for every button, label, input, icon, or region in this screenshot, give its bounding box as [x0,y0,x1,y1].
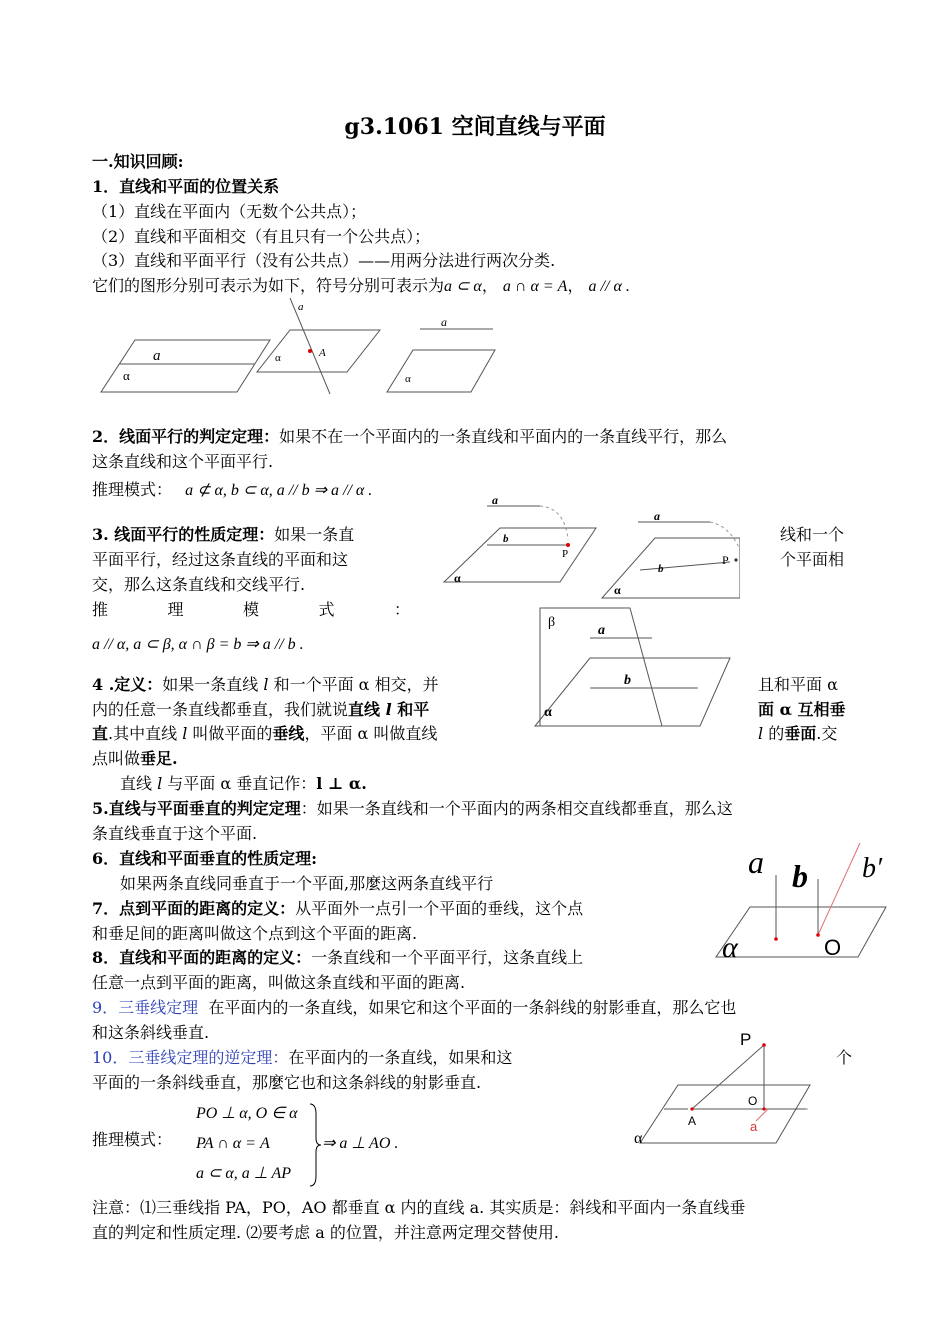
s7-text2: 和垂足间的距离叫做这个点到这个平面的距离. [92,924,418,943]
s1-heading: 1．直线和平面的位置关系 [92,177,280,196]
s4-l: l [263,675,269,694]
s4-line3e: ，平面 α 叫做直线 [304,724,438,743]
fig2-label-A: A [319,347,326,359]
figB-label-a: a [654,509,660,523]
s1-figures [95,298,515,398]
s10-result: ⇒ a ⊥ AO . [322,1135,399,1152]
s3-text2: 平面平行，经过这条直线的平面和这 [92,550,349,569]
s4-line3f: 的 [763,724,785,743]
s6-text: 如果两条直线同垂直于一个平面,那麼这两条直线平行 [120,874,494,893]
note-line1: 注意：⑴三垂线指 PA，PO，AO 都垂直 α 内的直线 a. 其实质是：斜线和平面内一条直线垂 [92,1198,746,1217]
s6-fig-label-b2: b′ [862,853,883,884]
fig2-label-alpha: α [275,352,281,364]
s4-line3h: .交 [816,724,838,743]
s4-line1a: 如果一条直线 [162,675,264,694]
s10-fig-label-a: a [750,1119,758,1134]
s3-infer-c2: 理 [167,600,184,619]
s7-text1: 从平面外一点引一个平面的垂线，这个点 [295,899,584,918]
s1-sym3: a // α . [588,278,630,295]
s2-infer [92,478,372,503]
s4-line4a: 点叫做 [92,749,141,768]
s8-heading: 8．直线和平面的距离的定义： [92,948,312,967]
s4-l3: l [182,724,188,743]
figC-label-b: b [624,673,631,688]
s3-infer-c4: 式 [318,600,335,619]
s10-line1 [92,1046,512,1070]
s4-l4: l [758,724,764,743]
s3-text1: 如果一条直 [274,525,355,544]
s2-infer-label: 推理模式： [92,480,173,499]
fig-line-parallel-plane [387,315,495,392]
s3-infer-c1: 推 [92,600,109,619]
s4-line3-right [758,722,837,746]
figA-label-a: a [492,493,498,507]
s1-item3: （3）直线和平面平行（没有公共点）——用两分法进行两次分类. [92,251,556,270]
fig-parallel-property-a [444,493,596,585]
fig2-label-a: a [298,301,304,313]
s10-infer-label: 推理模式： [92,1130,173,1149]
s10-f1: PO ⊥ α, O ∈ α [196,1105,298,1122]
s3-text2b: 个平面相 [780,550,845,569]
s4-line3c: 叫做平面的 [187,724,273,743]
s6-fig-label-a: a [748,844,764,880]
s4-line2d: 面 α 互相垂 [758,700,846,719]
figA-label-b: b [503,533,509,545]
s6-fig-label-b: b [792,858,808,894]
s10-figure [630,1025,830,1150]
s9-heading: 9．三垂线定理 [92,998,199,1017]
figB-label-alpha: α [614,583,621,597]
s3-line1 [92,523,354,547]
figB-label-b: b [658,563,664,575]
s10-brace [308,1102,322,1188]
s4-line3d: 垂线 [272,724,305,743]
s4-note [120,772,367,796]
s4-l2: l [385,700,392,719]
s2-formula: a ⊄ α, b ⊂ α, a // b ⇒ a // α . [185,482,373,499]
s4-note-c: l ⊥ α. [316,774,367,793]
s4-line3b: .其中直线 [108,724,183,743]
s2-heading: 2．线面平行的判定定理： [92,427,280,446]
s5-line1 [92,797,733,821]
s4-note-a: 直线 [120,774,158,793]
s4-note-b: 与平面 α 垂直记作： [162,774,317,793]
s1-sym1: a ⊂ α [444,278,482,295]
s1-summary: 它们的图形分别可表示为如下，符号分别可表示为a ⊂ α， a ∩ α = A， a // α . [92,276,630,295]
s10-text1: 在平面内的一条直线，如果和这 [288,1048,513,1067]
note-line2: 直的判定和性质定理. ⑵要考虑 a 的位置，并注意两定理交替使用. [92,1223,559,1242]
s3-infer-c5: ： [393,600,410,619]
s10-fig-label-O: O [748,1094,758,1108]
s3-text1b: 线和一个 [780,525,845,544]
s4-l5: l [157,774,163,793]
s1-sym2: a ∩ α = A [502,278,568,295]
fig1-label-alpha: α [123,368,130,383]
fig3-label-alpha: α [405,373,411,385]
figC-label-beta: β [548,615,556,630]
s7-heading: 7．点到平面的距离的定义： [92,899,296,918]
s2-text2: 这条直线和这个平面平行. [92,452,274,471]
s6-figure [710,835,890,965]
s4-line2b: 直线 [348,700,386,719]
s5-text2: 条直线垂直于这个平面. [92,824,258,843]
s3-text3: 交，那么这条直线和交线平行. [92,575,306,594]
s9-text1: 在平面内的一条直线，如果它和这个平面的一条斜线的射影垂直，那么它也 [208,998,737,1017]
figC-label-alpha: α [544,705,552,720]
s10-fig-label-P: P [740,1030,752,1049]
s3-infer [92,598,410,622]
s10-text1b: 个 [836,1048,853,1067]
s9-text2: 和这条斜线垂直. [92,1023,210,1042]
figC-label-a: a [598,623,605,638]
s3-infer-c3: 模 [242,600,259,619]
s4-line4 [92,747,178,771]
s5-text1: ：如果一条直线和一个平面内的两条相交直线都垂直，那么这 [300,799,733,818]
s6-fig-label-alpha: α [722,931,738,964]
s8-text1: 一条直线和一个平面平行，这条直线上 [311,948,584,967]
fig-line-intersect-plane [257,298,380,394]
fig1-label-a: a [153,348,161,364]
s10-heading: 10．三垂线定理的逆定理： [92,1048,289,1067]
s2-line1 [92,425,727,449]
s6-fig-label-O: O [824,935,842,960]
figA-label-alpha: α [454,571,461,585]
fig-parallel-property-c [535,608,730,726]
s4-line3g: 垂面 [784,724,817,743]
s5-heading: 5.直线与平面垂直的判定定理 [92,799,301,818]
s6-heading: 6．直线和平面垂直的性质定理: [92,849,318,868]
s10-fig-label-A: A [688,1114,697,1128]
s4-line1c: 且和平面 α [758,675,838,694]
s3-heading: 3. 线面平行的性质定理： [92,525,275,544]
fig-line-in-plane [101,340,270,392]
s4-line3a: 直 [92,724,109,743]
s4-line1 [92,673,439,697]
s4-line2a: 内的任意一条直线都垂直，我们就说 [92,700,349,719]
s4-line1b: 和一个平面 α 相交，并 [268,675,439,694]
s9-line1 [92,996,736,1020]
s1-summary-text: 它们的图形分别可表示为如下，符号分别可表示为 [92,276,445,295]
fig-parallel-property-b [602,509,740,598]
s10-f3: a ⊂ α, a ⊥ AP [196,1165,291,1182]
s10-f2: PA ∩ α = A [196,1135,270,1152]
figA-label-P: P [562,548,569,560]
figB-label-P: P [722,553,729,567]
s4-heading: 4 .定义： [92,675,163,694]
s8-line1 [92,946,583,970]
s3-figures [440,490,740,730]
s4-line2 [92,698,429,722]
s3-formula: a // α, a ⊂ β, α ∩ β = b ⇒ a // b . [92,636,304,653]
s4-line2c: 和平 [391,700,430,719]
page-title: g3.1061 空间直线与平面 [344,114,606,140]
s4-line3 [92,722,437,746]
fig3-label-a: a [441,315,447,329]
s2-text1: 如果不在一个平面内的一条直线和平面内的一条直线平行，那么 [279,427,728,446]
s1-item2: （2）直线和平面相交（有且只有一个公共点）； [92,227,431,246]
s1-item1: （1）直线在平面内（无数个公共点）； [92,202,367,221]
s4-line4b: 垂足. [140,749,178,768]
s10-text2: 平面的一条斜线垂直，那麼它也和这条斜线的射影垂直. [92,1073,482,1092]
s8-text2: 任意一点到平面的距离，叫做这条直线和平面的距离. [92,973,466,992]
section-heading: 一.知识回顾: [92,152,184,171]
s7-line1 [92,897,583,921]
s10-fig-label-alpha: α [634,1130,643,1147]
